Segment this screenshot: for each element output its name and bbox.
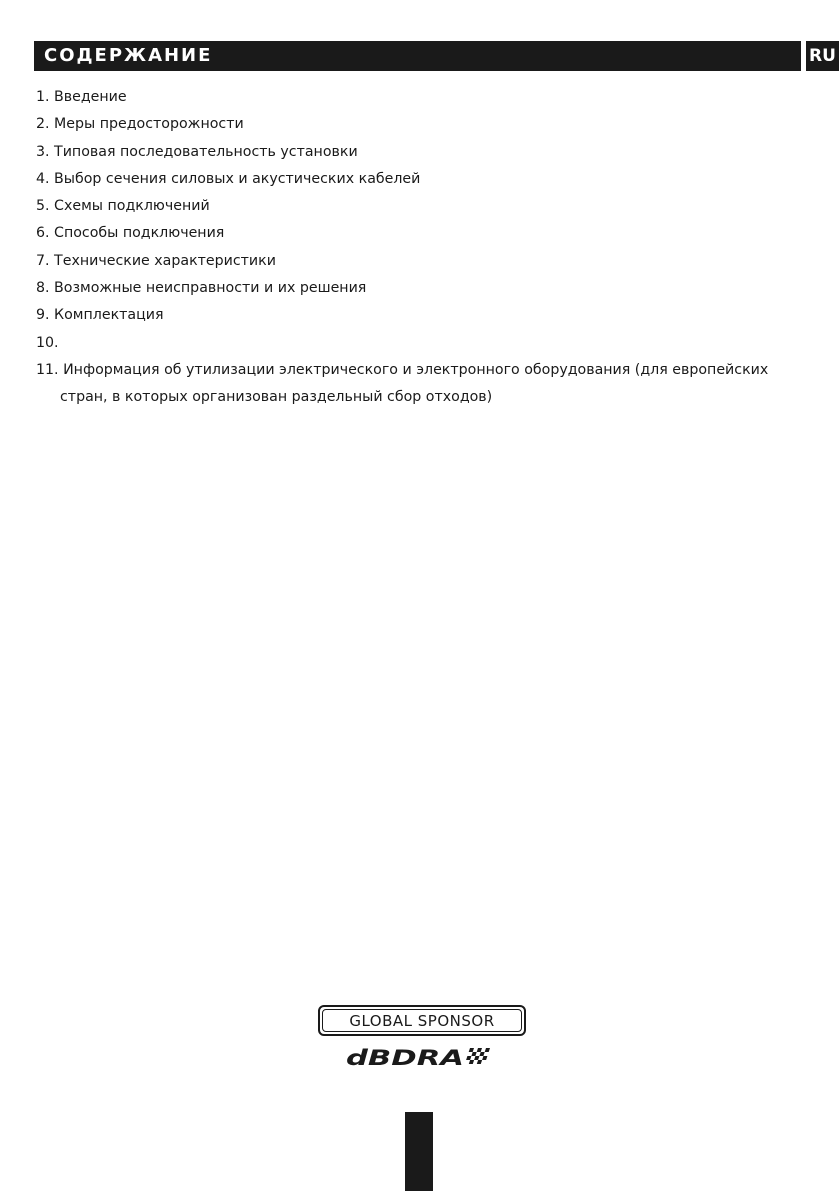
toc-item-label: 2. Меры предосторожности	[36, 116, 244, 133]
toc-item-10[interactable]	[36, 330, 776, 357]
section-header-bar	[34, 41, 801, 71]
toc-item-label: 4. Выбор сечения силовых и акустических кабелей	[36, 170, 421, 187]
toc-item-2[interactable]	[36, 111, 776, 138]
toc-item-label: 7. Технические характеристики	[36, 252, 276, 269]
toc-item-3[interactable]	[36, 139, 776, 166]
checkered-flag-icon	[465, 1048, 490, 1064]
toc-item-label: 6. Способы подключения	[36, 225, 225, 242]
toc-item-label: 10.	[36, 334, 59, 351]
toc-item-7[interactable]	[36, 248, 776, 275]
toc-item-1[interactable]	[36, 84, 776, 111]
toc-item-9[interactable]	[36, 302, 776, 329]
toc-item-8[interactable]	[36, 275, 776, 302]
page-edge-tab	[405, 1112, 433, 1191]
section-title: СОДЕРЖАНИЕ	[44, 45, 213, 66]
global-sponsor-badge	[318, 1005, 526, 1036]
toc-item-4[interactable]	[36, 166, 776, 193]
toc-item-label: 11. Информация об утилизации электрического и электронного оборудования (для европейских	[36, 361, 769, 378]
toc-item-label: 8. Возможные неисправности и их решения	[36, 280, 367, 297]
toc-item-11[interactable]	[36, 357, 776, 412]
toc-item-label: 3. Типовая последовательность установки	[36, 143, 358, 160]
toc-item-label: 5. Схемы подключений	[36, 198, 210, 215]
global-sponsor-label: GLOBAL SPONSOR	[322, 1009, 522, 1032]
toc-item-label: 9. Комплектация	[36, 307, 164, 324]
table-of-contents	[36, 84, 776, 412]
toc-item-label: 1. Введение	[36, 89, 127, 105]
dbdra-logo-graphic	[346, 1046, 492, 1068]
toc-item-6[interactable]	[36, 220, 776, 247]
toc-item-label-continuation: стран, в которых организован раздельный сбор отходов)	[60, 389, 493, 406]
dbdra-logo	[346, 1046, 492, 1068]
language-tag: RU	[806, 41, 839, 71]
dbdra-logo-text: dBDRA	[346, 1046, 464, 1068]
toc-item-5[interactable]	[36, 193, 776, 220]
